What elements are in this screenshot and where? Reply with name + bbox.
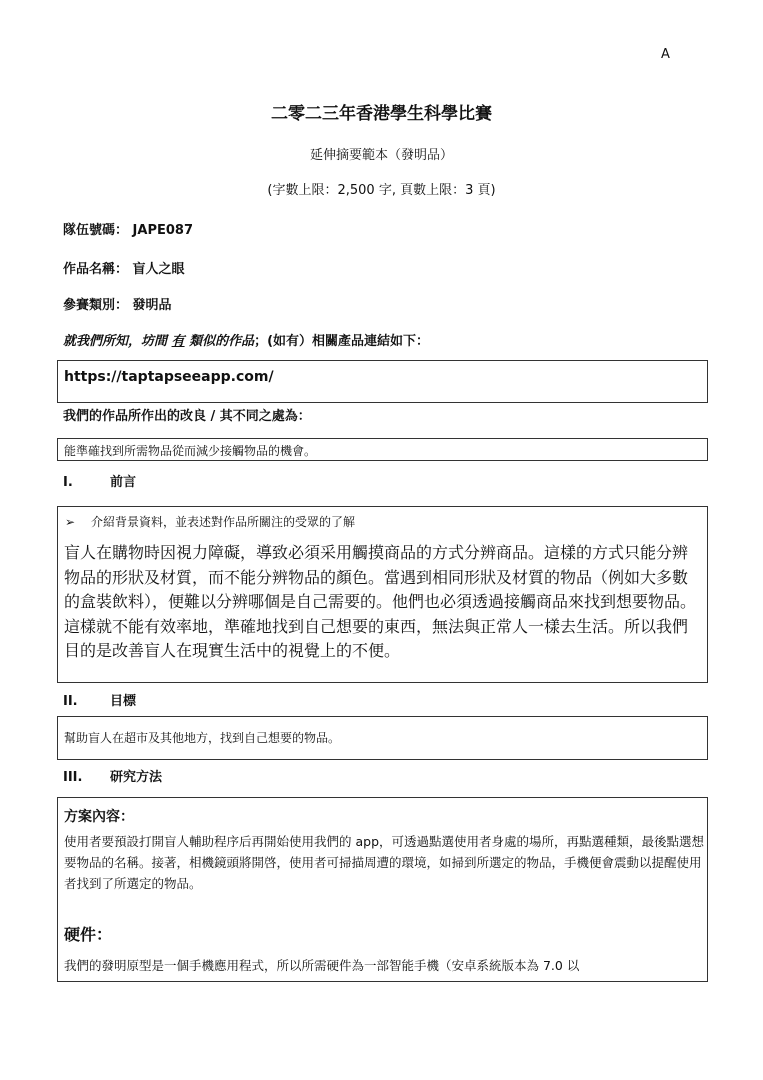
similar-part4: ；(如有）相關產品連結如下： [254,334,430,349]
plan-title: 方案內容： [64,809,134,825]
document-title: 二零二三年香港學生科學比賽 [271,104,492,124]
hardware-title: 硬件： [64,925,113,944]
section-goal-number: II. [63,694,78,709]
category-label: 參賽類別： [63,298,129,313]
work-name [63,258,185,277]
arrow-bullet-icon: ➢ [65,515,76,529]
work-name-value: 盲人之眼 [132,262,185,277]
section-method-title: 研究方法 [110,770,163,785]
section-method-number: III. [63,770,83,785]
goal-text: 幫助盲人在超市及其他地方，找到自己想要的物品。 [64,731,341,745]
work-name-label: 作品名稱： [63,262,129,277]
team-number-value: JAPE087 [132,223,193,238]
similar-part2: 有 [171,334,185,349]
document-subtitle: 延伸摘要範本（發明品） [309,148,453,163]
category-value: 發明品 [132,298,172,313]
intro-bullet [65,513,355,530]
intro-bullet-text: 介紹背景資料，並表述對作品所關注的受眾的了解 [91,515,356,529]
team-number-label: 隊伍號碼： [63,223,129,238]
product-link-box [57,360,708,403]
improvement-text: 能準確找到所需物品從而減少接觸物品的機會。 [64,444,317,458]
goal-box [57,716,708,760]
section-intro-title: 前言 [110,475,137,490]
similar-products-statement [63,330,429,349]
section-goal-heading [63,690,136,709]
section-intro-heading [63,471,136,490]
section-intro-number: I. [63,475,73,490]
hardware-paragraph: 我們的發明原型是一個手機應用程式，所以所需硬件為一部智能手機（安卓系統版本為 7.0 以 [64,958,580,973]
improvement-label: 我們的作品所作出的改良 / 其不同之處為： [63,409,311,424]
improvement-box [57,438,708,461]
section-goal-title: 目標 [110,694,137,709]
corner-mark: A [661,47,670,62]
word-limit: (字數上限：2,500 字, 頁數上限：3 頁) [267,183,496,198]
product-link[interactable]: https://taptapseeapp.com/ [64,369,274,385]
intro-box [57,506,708,683]
intro-paragraph: 盲人在購物時因視力障礙，導致必須采用觸摸商品的方式分辨商品。這樣的方式只能分辨物品的形狀及材質，而不能分辨物品的顏色。當遇到相同形狀及材質的物品（例如大多數的盒裝飲料），便難以分辨哪個是自己需要的。他們也必須透過接觸商品來找到想要物品。這樣就不能有效率地，準確地找到自己想要的東西，無法與正常人一樣去生活。所以我們目的是改善盲人在現實生活中的視覺上的不便。 [64,543,697,660]
method-box [57,797,708,982]
similar-part3: 類似的作品 [189,334,255,349]
category [63,294,172,313]
similar-part1: 就我們所知，坊間 [63,334,168,349]
plan-paragraph: 使用者要預設打開盲人輔助程序后再開始使用我們的 app，可透過點選使用者身處的場所，再點選種類，最後點選想要物品的名稱。接著，相機鏡頭將開啓，使用者可掃描周遭的環境，如掃到所選定的物品，手機便會震動以提醒使用者找到了所選定的物品。 [64,834,705,891]
team-number [63,219,193,238]
section-method-heading [63,766,162,785]
